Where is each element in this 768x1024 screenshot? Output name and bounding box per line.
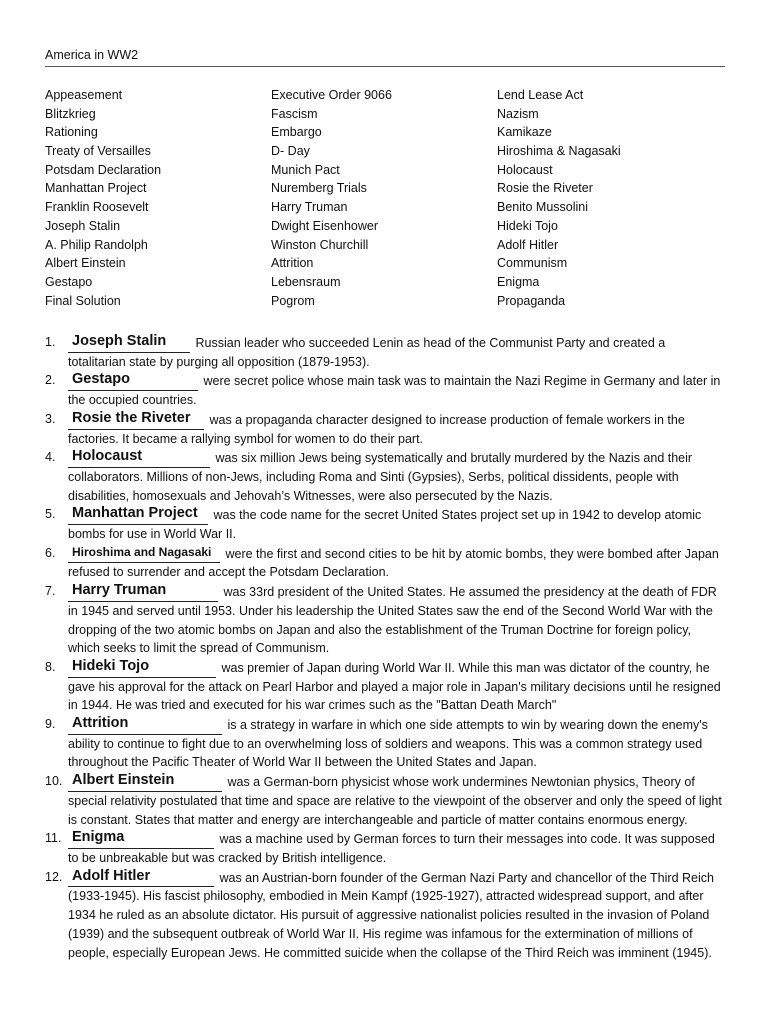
word-bank-term: Benito Mussolini (497, 200, 589, 215)
question-number: 9. (45, 717, 56, 732)
question-text: is a strategy in warfare in which one side attempts to win by wearing down the enemy's ability to continue to fight due to an overwhelming loss of soldiers and weapons. This was a common strategy used throughout the Pacific Theater of World War II between the United States and Japan. (68, 718, 708, 770)
word-bank-term: Dwight Eisenhower (271, 218, 378, 233)
answer-text: Harry Truman (72, 582, 167, 599)
answer-blank[interactable] (68, 505, 208, 525)
page-title: America in WW2 (45, 48, 139, 62)
answer-blank[interactable] (68, 448, 210, 468)
answer-blank[interactable] (68, 544, 220, 563)
question-text: was an Austrian-born founder of the German Nazi Party and chancellor of the Third Reich (1933-1945). His fascist philosophy, embodied in Mein Kampf (1925-1927), attracted widespread support, and after 1934 he ruled as an absolute dictator. His pursuit of aggressive nationalist policies resulted in the invasion of Poland (1939) and the subsequent outbreak of World War II. His regime was infamous for the extermination of millions of people, especially European Jews. He committed suicide when the collapse of the Third Reich was imminent (1945). (68, 870, 714, 960)
word-bank-column-3 (497, 86, 621, 310)
question-number: 7. (45, 584, 56, 599)
word-bank-term: Appeasement (45, 88, 123, 102)
question-text-block (68, 829, 725, 867)
answer-text: Gestapo (72, 371, 131, 388)
question-text: was a machine used by German forces to turn their messages into code. It was supposed to be unbreakable but was cracked by British intelligence. (68, 832, 715, 865)
question-text-block (68, 448, 725, 505)
question-item (45, 333, 725, 371)
answer-blank[interactable] (68, 409, 204, 430)
question-number: 5. (45, 507, 56, 522)
question-text-block (68, 410, 725, 448)
answer-text: Hiroshima and Nagasaki (72, 544, 212, 559)
answer-text: Holocaust (72, 448, 143, 465)
question-text-block (68, 868, 725, 963)
question-list (45, 333, 725, 962)
question-number: 3. (45, 411, 56, 426)
word-bank-term: Manhattan Project (45, 181, 147, 196)
word-bank-term: Winston Churchill (271, 237, 369, 252)
word-bank-term: Lend Lease Act (497, 88, 584, 102)
word-bank-term: Harry Truman (271, 200, 348, 215)
answer-blank[interactable] (68, 333, 190, 353)
answer-text: Joseph Stalin (72, 333, 167, 349)
answer-blank[interactable] (68, 715, 222, 735)
answer-text: Enigma (72, 829, 125, 846)
word-bank-term: Propaganda (497, 293, 566, 308)
answer-text: Adolf Hitler (72, 867, 151, 884)
question-text: was 33rd president of the United States. He assumed the presidency at the death of FDR in 1945 and served until 1953. Under his leadership the United States saw the end of the Second World War with the dropping of the two atomic bombs on Japan and also the establishment of the Truman Doctrine for foreign policy, which seeks to limit the spread of Communism. (68, 585, 717, 656)
answer-blank[interactable] (68, 829, 214, 849)
title-divider (45, 66, 725, 67)
word-bank-term: Lebensraum (271, 274, 341, 289)
word-bank-term: Rationing (45, 125, 98, 140)
answer-text: Attrition (72, 715, 129, 732)
question-text: were the first and second cities to be hit by atomic bombs, they were bombed after Japan refused to surrender and accept the Potsdam Declaration. (68, 546, 719, 580)
word-bank-term: Fascism (271, 106, 318, 121)
word-bank-term: D- Day (271, 144, 310, 159)
answer-text: Manhattan Project (72, 505, 198, 522)
question-text: was the code name for the secret United States project set up in 1942 to develop atomic bombs for use in World War II. (68, 508, 702, 542)
word-bank-term: Hideki Tojo (497, 218, 558, 233)
word-bank-term: Communism (497, 256, 568, 271)
question-item (45, 410, 725, 448)
question-item (45, 505, 725, 543)
word-bank-term: Kamikaze (497, 125, 552, 140)
word-bank-term: Pogrom (271, 293, 315, 308)
question-text-block (68, 772, 725, 829)
answer-blank[interactable] (68, 772, 222, 792)
question-text: Russian leader who succeeded Lenin as head of the Communist Party and created a totalitarian state by purging all opposition (1879-1953). (68, 336, 666, 369)
word-bank-term: Nuremberg Trials (271, 181, 367, 196)
question-number: 1. (45, 335, 56, 349)
word-bank-term: Blitzkrieg (45, 106, 96, 121)
answer-text: Albert Einstein (72, 772, 175, 789)
question-text-block (68, 544, 725, 582)
question-item (45, 715, 725, 772)
question-number: 10. (45, 774, 63, 789)
question-text-block (68, 333, 725, 371)
answer-blank[interactable] (68, 657, 216, 678)
word-bank-term: Franklin Roosevelt (45, 200, 149, 215)
word-bank-term: Adolf Hitler (497, 237, 559, 252)
word-bank-term: Hiroshima & Nagasaki (497, 144, 621, 159)
word-bank-term: Gestapo (45, 274, 93, 289)
question-number: 2. (45, 373, 56, 388)
word-bank-column-1 (45, 86, 161, 310)
question-text: was a propaganda character designed to increase production of female workers in the factories. It became a rallying symbol for women to do their part. (68, 412, 685, 446)
question-text: were secret police whose main task was to maintain the Nazi Regime in Germany and later in the occupied countries. (68, 374, 721, 408)
word-bank-term: Executive Order 9066 (271, 88, 392, 102)
question-item (45, 658, 725, 715)
word-bank-term: A. Philip Randolph (45, 237, 148, 252)
word-bank-term: Treaty of Versailles (45, 144, 151, 159)
word-bank-term: Embargo (271, 125, 322, 140)
question-text: was a German-born physicist whose work undermines Newtonian physics, Theory of special relativity postulated that time and space are relative to the viewpoint of the observer and only the speed of light is constant. States that matter and energy are interchangeable and particle of matter contains enormous energy. (68, 775, 722, 827)
word-bank-term: Potsdam Declaration (45, 162, 162, 177)
question-text: was premier of Japan during World War II. While this man was dictator of the country, he gave his approval for the attack on Pearl Harbor and played a major role in Japan's military decisions until he resigned in 1944. He was tried and executed for his war crimes such as the "Battan Death March" (68, 660, 721, 713)
question-item (45, 772, 725, 829)
word-bank-column-2 (271, 86, 392, 310)
question-item (45, 448, 725, 505)
question-text-block (68, 658, 725, 715)
question-item (45, 829, 725, 867)
question-text-block (68, 582, 725, 658)
word-bank-term: Attrition (271, 256, 314, 271)
question-text-block (68, 371, 725, 409)
question-item (45, 868, 725, 963)
word-bank-term: Albert Einstein (45, 256, 126, 271)
word-bank-term: Final Solution (45, 293, 121, 308)
question-number: 11. (45, 831, 62, 846)
answer-text: Rosie the Riveter (72, 409, 191, 426)
word-bank-term: Joseph Stalin (45, 218, 121, 233)
word-bank-term: Rosie the Riveter (497, 181, 593, 196)
question-number: 6. (45, 545, 56, 560)
answer-blank[interactable] (68, 582, 218, 602)
answer-blank[interactable] (68, 867, 214, 887)
question-item (45, 582, 725, 658)
answer-blank[interactable] (68, 371, 198, 391)
question-number: 4. (45, 450, 56, 465)
question-text-block (68, 505, 725, 543)
word-bank-term: Holocaust (497, 162, 553, 177)
word-bank-term: Munich Pact (271, 162, 340, 177)
question-number: 8. (45, 659, 56, 674)
question-text-block (68, 715, 725, 772)
word-bank-term: Enigma (497, 274, 540, 289)
answer-text: Hideki Tojo (72, 657, 150, 674)
question-item (45, 371, 725, 409)
question-text: was six million Jews being systematically and brutally murdered by the Nazis and their collaborators. Millions of non-Jews, including Roma and Sinti (Gypsies), Serbs, political dissidents, people with disabilities, homosexuals and Jehovah’s Witnesses, were also persecuted by the Nazis. (68, 451, 693, 503)
word-bank-term: Nazism (497, 106, 539, 121)
question-number: 12. (45, 869, 63, 884)
question-item (45, 544, 725, 582)
